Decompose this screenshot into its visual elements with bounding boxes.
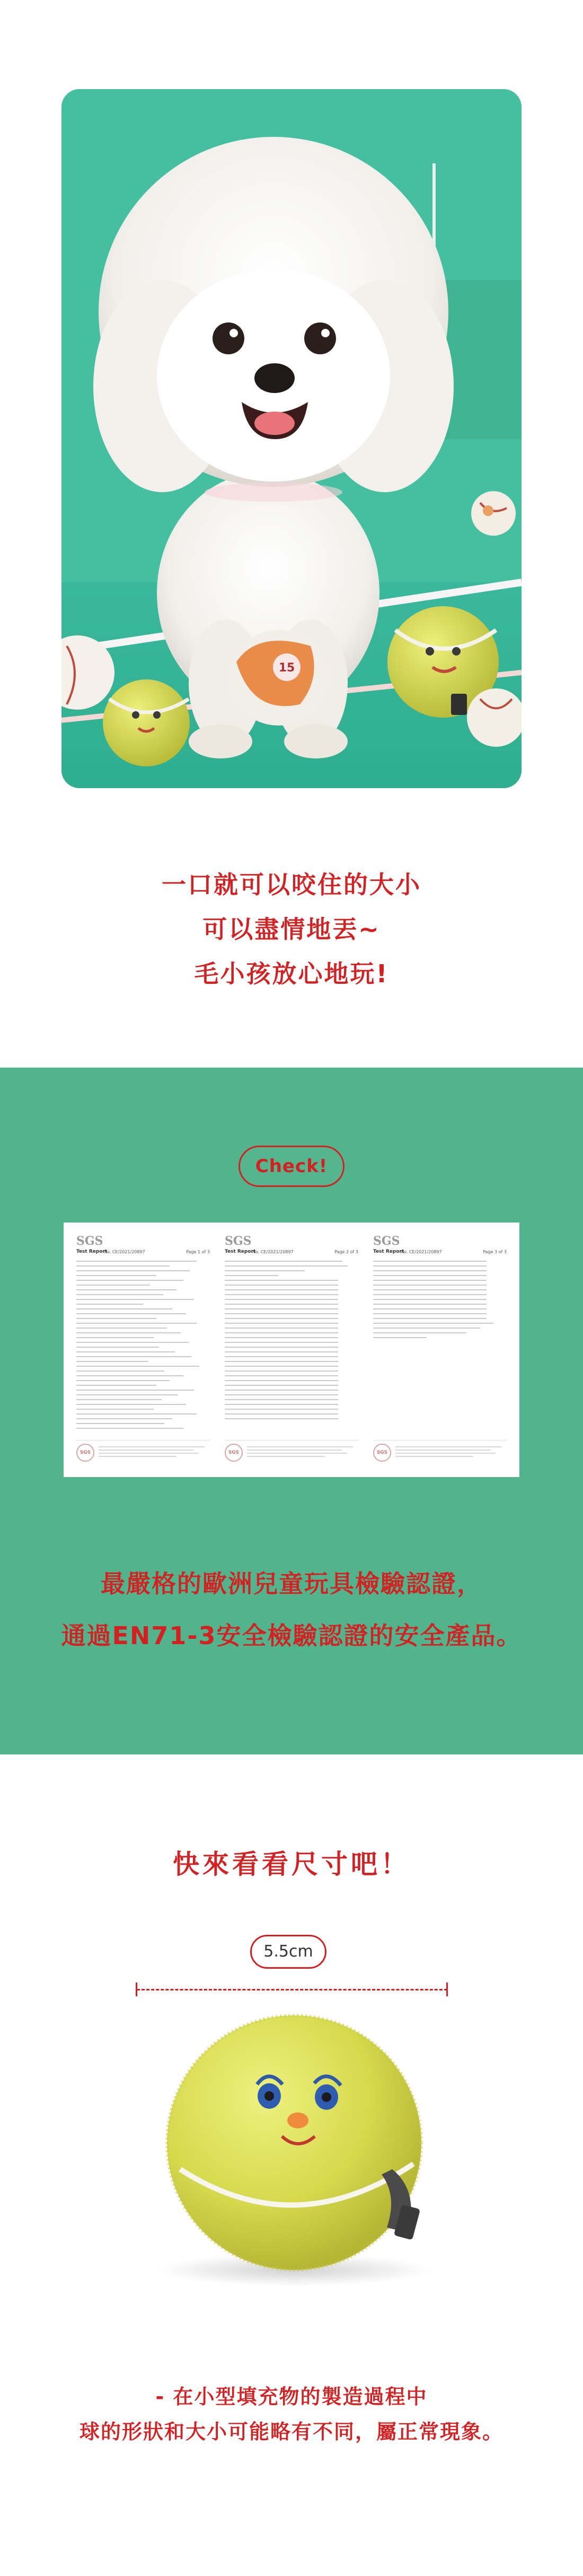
dimension-line xyxy=(137,1989,447,1990)
sgs-seal-icon: SGS xyxy=(373,1444,391,1462)
report-title: Test Report xyxy=(76,1249,108,1254)
size-title: 快來看看尺寸吧！ xyxy=(173,1849,410,1880)
report-body-text xyxy=(76,1261,210,1433)
tagline-line-1: 一口就可以咬住的大小 xyxy=(162,870,421,899)
note-line-1: - 在小型填充物的製造過程中 xyxy=(155,2385,428,2408)
dog-photo xyxy=(61,89,522,788)
report-body-text xyxy=(225,1261,358,1433)
report-page: Page 3 of 3 xyxy=(483,1250,507,1254)
report-title: Test Report xyxy=(373,1249,404,1254)
tennis-ball-toy-image xyxy=(143,1994,482,2291)
certification-text-line-1: 最嚴格的歐洲兒童玩具檢驗認證， xyxy=(101,1569,482,1598)
test-reports xyxy=(64,1222,519,1477)
dimension-badge: 5.5cm xyxy=(250,1935,326,1969)
check-badge: Check! xyxy=(238,1146,344,1187)
report-number: No. CE/2021/20897 xyxy=(104,1250,145,1254)
report-page: Page 2 of 3 xyxy=(334,1250,358,1254)
sgs-logo: SGS xyxy=(225,1234,252,1248)
test-report-page-2 xyxy=(219,1230,364,1470)
sgs-logo: SGS xyxy=(76,1234,103,1248)
note-line-2: 球的形狀和大小可能略有不同，屬正常現象。 xyxy=(79,2420,504,2443)
report-number: No. CE/2021/20897 xyxy=(252,1250,294,1254)
report-footer xyxy=(225,1440,358,1464)
report-body-text xyxy=(373,1261,507,1433)
report-number: No. CE/2021/20897 xyxy=(401,1250,442,1254)
report-page: Page 1 of 3 xyxy=(186,1250,210,1254)
photo-section xyxy=(0,0,583,827)
tagline-line-2: 可以盡情地丟~ xyxy=(202,915,381,944)
report-title: Test Report xyxy=(225,1249,256,1254)
report-footer xyxy=(373,1440,507,1464)
sgs-seal-icon: SGS xyxy=(76,1444,94,1462)
test-report-page-1 xyxy=(71,1230,215,1470)
dimension-tick-left xyxy=(136,1983,137,1996)
report-footer xyxy=(76,1440,210,1464)
tagline-line-3: 毛小孩放心地玩! xyxy=(194,959,389,988)
sgs-seal-icon: SGS xyxy=(225,1444,243,1462)
test-report-page-3 xyxy=(368,1230,512,1470)
sgs-logo: SGS xyxy=(373,1234,400,1248)
certification-text-line-2: 通過EN71-3安全檢驗認證的安全產品。 xyxy=(61,1621,522,1650)
svg-text:15: 15 xyxy=(278,661,295,675)
